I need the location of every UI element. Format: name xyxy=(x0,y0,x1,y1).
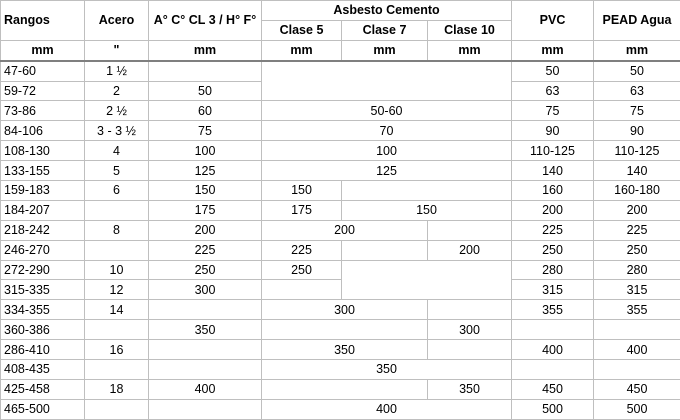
cell-rango: 272-290 xyxy=(1,260,85,280)
cell-acero-cl xyxy=(149,399,262,419)
cell-acero-cl: 125 xyxy=(149,161,262,181)
cell-acero: 4 xyxy=(85,141,149,161)
cell-pead xyxy=(594,360,680,380)
cell-acero-cl: 175 xyxy=(149,200,262,220)
cell-asbesto-empty xyxy=(262,61,512,101)
cell-acero: 6 xyxy=(85,181,149,201)
cell-acero-cl: 75 xyxy=(149,121,262,141)
table-row xyxy=(1,379,680,399)
table-row xyxy=(1,141,680,161)
cell-pvc: 160 xyxy=(512,181,594,201)
table-row xyxy=(1,300,680,320)
cell-rango: 218-242 xyxy=(1,220,85,240)
header-acero-cl: A° C° CL 3 / H° F° xyxy=(149,1,262,41)
cell-pvc: 75 xyxy=(512,101,594,121)
cell-pvc: 280 xyxy=(512,260,594,280)
cell-acero: 10 xyxy=(85,260,149,280)
table-row xyxy=(1,320,680,340)
cell-clase-10 xyxy=(428,340,512,360)
header-pead: PEAD Agua xyxy=(594,1,680,41)
cell-pvc: 400 xyxy=(512,340,594,360)
header-clase-7: Clase 7 xyxy=(342,20,428,40)
cell-pead: 50 xyxy=(594,61,680,81)
cell-pvc xyxy=(512,360,594,380)
header-rangos: Rangos xyxy=(1,1,85,41)
cell-rango: 108-130 xyxy=(1,141,85,161)
unit-pvc: mm xyxy=(512,40,594,60)
cell-pvc: 50 xyxy=(512,61,594,81)
cell-clase-10: 300 xyxy=(428,320,512,340)
cell-clase-10 xyxy=(428,300,512,320)
table-row xyxy=(1,240,680,260)
cell-acero-cl: 225 xyxy=(149,240,262,260)
cell-clase-5-7: 350 xyxy=(262,340,428,360)
cell-clase-10 xyxy=(428,220,512,240)
cell-pead: 160-180 xyxy=(594,181,680,201)
table-row xyxy=(1,61,680,81)
table-row xyxy=(1,200,680,220)
cell-acero-cl xyxy=(149,360,262,380)
cell-clase-10: 350 xyxy=(428,379,512,399)
cell-acero xyxy=(85,360,149,380)
cell-acero: 8 xyxy=(85,220,149,240)
cell-pead: 110-125 xyxy=(594,141,680,161)
cell-clase-5-7 xyxy=(262,320,428,340)
cell-rango: 246-270 xyxy=(1,240,85,260)
cell-clase-5: 250 xyxy=(262,260,342,280)
cell-acero-cl: 150 xyxy=(149,181,262,201)
cell-clase-10: 200 xyxy=(428,240,512,260)
cell-rango: 159-183 xyxy=(1,181,85,201)
cell-rango: 59-72 xyxy=(1,81,85,101)
cell-acero-cl: 60 xyxy=(149,101,262,121)
cell-pead: 315 xyxy=(594,280,680,300)
cell-pvc: 500 xyxy=(512,399,594,419)
cell-acero-cl: 350 xyxy=(149,320,262,340)
cell-pvc: 225 xyxy=(512,220,594,240)
unit-pead: mm xyxy=(594,40,680,60)
table-row xyxy=(1,260,680,280)
cell-acero xyxy=(85,399,149,419)
cell-acero-cl xyxy=(149,340,262,360)
header-clase-5: Clase 5 xyxy=(262,20,342,40)
cell-clase-7-10: 150 xyxy=(342,200,512,220)
cell-pvc: 315 xyxy=(512,280,594,300)
cell-acero xyxy=(85,200,149,220)
unit-clase-7: mm xyxy=(342,40,428,60)
cell-rango: 133-155 xyxy=(1,161,85,181)
cell-asbesto-cemento: 50-60 xyxy=(262,101,512,121)
cell-asbesto-cemento: 350 xyxy=(262,360,512,380)
cell-acero xyxy=(85,320,149,340)
cell-acero-cl: 300 xyxy=(149,280,262,300)
cell-rango: 184-207 xyxy=(1,200,85,220)
units-row xyxy=(1,40,680,60)
cell-pvc: 110-125 xyxy=(512,141,594,161)
cell-rango: 84-106 xyxy=(1,121,85,141)
cell-pvc: 250 xyxy=(512,240,594,260)
header-row xyxy=(1,1,680,21)
cell-clase-5: 150 xyxy=(262,181,342,201)
cell-pead: 63 xyxy=(594,81,680,101)
cell-asbesto-cemento: 400 xyxy=(262,399,512,419)
table-row xyxy=(1,360,680,380)
cell-acero-cl: 250 xyxy=(149,260,262,280)
cell-acero-cl xyxy=(149,300,262,320)
cell-acero-cl: 100 xyxy=(149,141,262,161)
table-row xyxy=(1,121,680,141)
cell-acero: 16 xyxy=(85,340,149,360)
cell-pvc: 355 xyxy=(512,300,594,320)
cell-pead: 250 xyxy=(594,240,680,260)
cell-clase-5: 225 xyxy=(262,240,342,260)
cell-pvc: 63 xyxy=(512,81,594,101)
cell-clase-5-7: 200 xyxy=(262,220,428,240)
table-row xyxy=(1,101,680,121)
cell-pead: 450 xyxy=(594,379,680,399)
header-pvc: PVC xyxy=(512,1,594,41)
cell-pead: 280 xyxy=(594,260,680,280)
cell-pvc: 450 xyxy=(512,379,594,399)
cell-rango: 73-86 xyxy=(1,101,85,121)
cell-pead: 140 xyxy=(594,161,680,181)
cell-rango: 360-386 xyxy=(1,320,85,340)
unit-acero: " xyxy=(85,40,149,60)
cell-rango: 425-458 xyxy=(1,379,85,399)
cell-acero: 3 - 3 ½ xyxy=(85,121,149,141)
unit-clase-5: mm xyxy=(262,40,342,60)
cell-pead: 355 xyxy=(594,300,680,320)
cell-clase-7 xyxy=(342,240,428,260)
cell-pead xyxy=(594,320,680,340)
cell-acero-cl: 50 xyxy=(149,81,262,101)
table-row xyxy=(1,280,680,300)
cell-acero: 2 ½ xyxy=(85,101,149,121)
cell-clase-7-10 xyxy=(342,260,512,300)
cell-pead: 75 xyxy=(594,101,680,121)
cell-pvc: 90 xyxy=(512,121,594,141)
cell-asbesto-cemento: 70 xyxy=(262,121,512,141)
cell-acero: 1 ½ xyxy=(85,61,149,81)
cell-rango: 334-355 xyxy=(1,300,85,320)
cell-rango: 47-60 xyxy=(1,61,85,81)
cell-pead: 400 xyxy=(594,340,680,360)
unit-acero-cl: mm xyxy=(149,40,262,60)
cell-pead: 225 xyxy=(594,220,680,240)
cell-pead: 200 xyxy=(594,200,680,220)
cell-acero: 18 xyxy=(85,379,149,399)
cell-acero: 14 xyxy=(85,300,149,320)
table-row xyxy=(1,161,680,181)
table-row xyxy=(1,399,680,419)
cell-clase-5: 175 xyxy=(262,200,342,220)
table-row xyxy=(1,181,680,201)
cell-pead: 500 xyxy=(594,399,680,419)
cell-acero xyxy=(85,240,149,260)
cell-clase-5-7 xyxy=(262,379,428,399)
cell-acero: 12 xyxy=(85,280,149,300)
cell-asbesto-cemento: 125 xyxy=(262,161,512,181)
cell-pead: 90 xyxy=(594,121,680,141)
cell-acero: 5 xyxy=(85,161,149,181)
cell-acero: 2 xyxy=(85,81,149,101)
cell-clase-5-7: 300 xyxy=(262,300,428,320)
cell-pvc xyxy=(512,320,594,340)
cell-clase-7-10 xyxy=(342,181,512,201)
cell-acero-cl: 200 xyxy=(149,220,262,240)
unit-rangos: mm xyxy=(1,40,85,60)
cell-acero-cl: 400 xyxy=(149,379,262,399)
header-clase-10: Clase 10 xyxy=(428,20,512,40)
table-row xyxy=(1,340,680,360)
cell-rango: 465-500 xyxy=(1,399,85,419)
cell-rango: 408-435 xyxy=(1,360,85,380)
cell-clase-5 xyxy=(262,280,342,300)
cell-pvc: 200 xyxy=(512,200,594,220)
cell-rango: 286-410 xyxy=(1,340,85,360)
cell-acero-cl xyxy=(149,61,262,81)
cell-pvc: 140 xyxy=(512,161,594,181)
header-asbesto-cemento: Asbesto Cemento xyxy=(262,1,512,21)
unit-clase-10: mm xyxy=(428,40,512,60)
cell-rango: 315-335 xyxy=(1,280,85,300)
table-row xyxy=(1,220,680,240)
header-acero: Acero xyxy=(85,1,149,41)
cell-asbesto-cemento: 100 xyxy=(262,141,512,161)
